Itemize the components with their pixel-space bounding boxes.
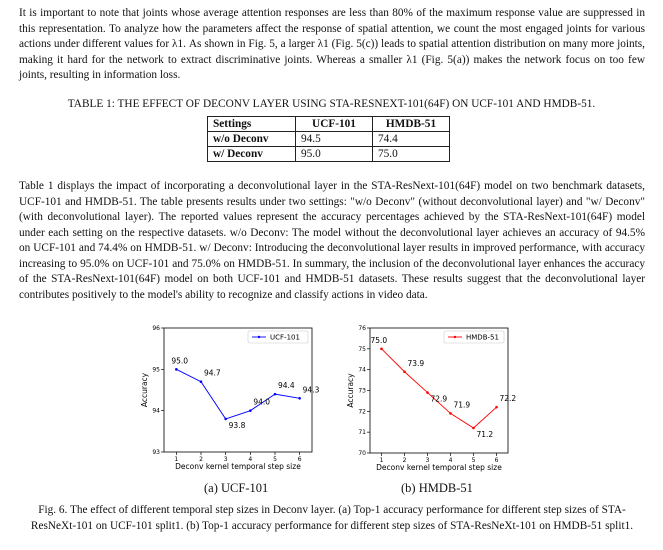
series-line [382,349,497,428]
x-axis-label: Deconv kernel temporal step size [175,462,301,471]
data-point [472,427,475,430]
x-tick-label: 1 [379,457,384,464]
subfigure-label-b: (b) HMDB-51 [401,481,473,495]
table-cell: 74.4 [373,132,450,147]
table-row [208,132,450,147]
y-tick-label: 73 [358,387,366,395]
y-tick-label: 76 [358,325,366,332]
data-label: 94.3 [302,385,320,395]
legend-label: UCF-101 [270,333,300,342]
x-tick-label: 3 [223,456,228,463]
data-point [274,393,277,396]
y-axis-label: Accuracy [140,372,149,408]
x-tick-label: 5 [471,457,476,464]
y-tick-label: 72 [358,408,366,416]
data-point [175,368,178,371]
row-label: w/ Deconv [208,147,296,162]
intro-paragraph: It is important to note that joints whose average attention responses are less than 80% of the maximum response value are suppressed in this representation. To analyze how the parameters affect the response of spatial attention, we count the most engaged joints for various actions under different values for λ1. As shown in Fig. 5, a larger λ1 (Fig. 5(c)) leads to spatial attention distribution on many more joints, making it hard for the network to extract discriminative joints. Whereas a smaller λ1 (Fig. 5(a)) makes the network focus on too few joints, resulting in information loss. [19,7,645,81]
data-label: 72.2 [499,394,517,404]
subfigure-label-a: (a) UCF-101 [204,481,269,495]
header-hmdb51: HMDB-51 [373,117,450,132]
data-label: 71.2 [476,430,494,439]
y-tick-label: 96 [152,325,160,332]
hmdb51-line-chart [340,322,518,478]
y-tick-label: 94 [152,407,160,415]
y-tick-label: 74 [358,366,366,374]
data-point [249,409,252,412]
x-tick-label: 6 [297,456,302,463]
y-tick-label: 75 [358,345,366,353]
x-axis-label: Deconv kernel temporal step size [376,463,502,472]
x-tick-label: 2 [402,457,407,464]
data-label: 75.0 [370,335,388,345]
figure-caption: Fig. 6. The effect of different temporal step sizes in Deconv layer. (a) Top-1 accuracy performance for different step sizes of STA-ResNeXt-101 on UCF-101 split1. (b) Top-1 accuracy performance for different step sizes of STA-ResNeXt-101 on HMDB-51 split1. [30,504,634,532]
data-point [403,370,406,373]
table-row [208,147,450,162]
ucf101-line-chart [138,322,322,478]
legend-label: HMDB-51 [466,333,499,342]
table-caption: TABLE 1: THE EFFECT OF DECONV LAYER USING STA-RESNEXT-101(64F) ON UCF-101 AND HMDB-51. [67,98,596,110]
row-label: w/o Deconv [208,132,296,147]
y-tick-label: 70 [358,450,366,457]
data-label: 95.0 [171,356,189,366]
table-cell: 75.0 [373,147,450,162]
legend-marker [258,336,260,338]
x-tick-label: 6 [494,457,499,464]
data-label: 73.9 [407,358,425,368]
header-ucf101: UCF-101 [296,117,373,132]
data-label: 94.7 [204,368,221,378]
data-point [200,380,203,383]
y-tick-label: 95 [152,366,160,374]
x-tick-label: 5 [273,456,277,463]
y-tick-label: 93 [152,449,160,456]
data-point [224,418,227,421]
data-label: 71.9 [453,400,471,410]
discussion-paragraph: Table 1 displays the impact of incorporating a deconvolutional layer in the STA-ResNext-101(64F) model on two benchmark datasets, UCF-101 and HMDB-51. The table presents results under two settings: "w/o Deconv" (without deconvolutional layer) and "w/ Deconv" (with deconvolutional layer). The reported values represent the accuracy percentages achieved by the STA-ResNext-101(64F) model under each setting on the respective datasets. w/o Deconv: The model without the deconvolutional layer achieves an accuracy of 94.5% on UCF-101 and 74.4% on HMDB-51. w/ Deconv: Introducing the deconvolutional layer results in improved performance, with accuracy increasing to 95.0% on UCF-101 and 75.0% on HMDB-51. In summary, the inclusion of the deconvolutional layer enhances the accuracy of the STA-ResNext-101(64F) model on both UCF-101 and HMDB-51 datasets. These results suggest that the deconvolutional layer contributes positively to the model's ability to recognize and classify actions in video data. [19,180,645,301]
x-tick-label: 4 [448,457,453,464]
data-point [426,391,429,394]
data-point [449,412,452,415]
x-tick-label: 2 [199,456,203,463]
y-tick-label: 71 [358,429,366,437]
y-axis-label: Accuracy [346,373,355,408]
series-line [176,369,299,419]
x-tick-label: 4 [248,456,253,463]
x-tick-label: 3 [425,457,430,464]
legend-marker [454,336,456,338]
x-tick-label: 1 [174,456,179,463]
results-table [207,116,450,162]
header-settings: Settings [208,117,296,132]
data-label: 93.8 [228,420,246,430]
data-label: 72.9 [430,394,448,404]
data-point [380,348,383,351]
table-cell: 95.0 [296,147,373,162]
table-header-row [208,117,450,132]
data-label: 94.4 [278,381,295,391]
data-point [495,406,498,409]
data-point [298,397,301,400]
table-cell: 94.5 [296,132,373,147]
data-label: 94.0 [253,397,271,407]
